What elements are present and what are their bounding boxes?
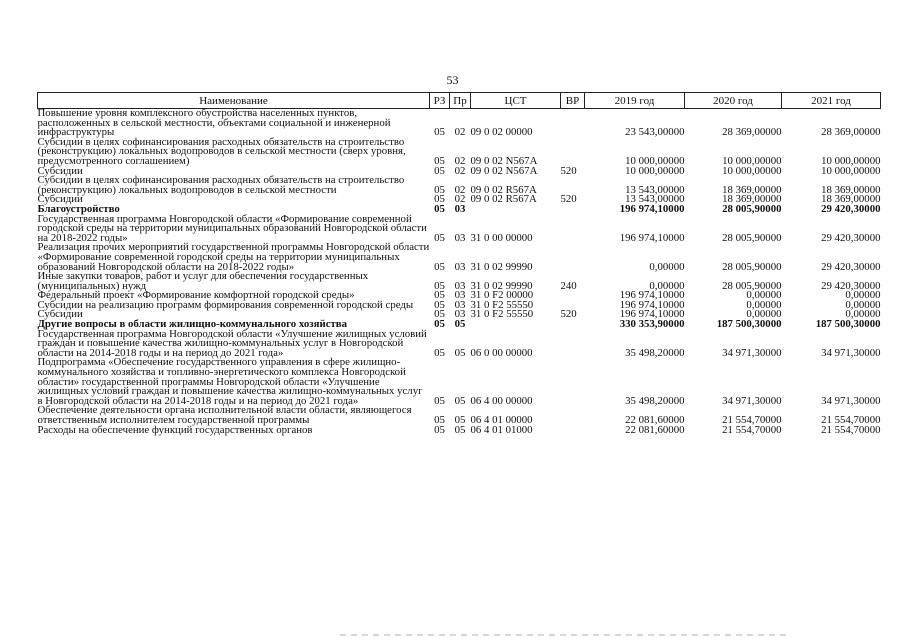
- cell-cst: 09 0 02 R567A: [470, 183, 537, 196]
- cell-2019: 23 543,00000: [625, 126, 685, 139]
- cell-2020: 10 000,00000: [722, 164, 782, 177]
- cell-2021: 0,00000: [845, 289, 881, 302]
- cell-name: Подпрограмма «Обеспечение государственного управления в сфере жилищно-коммунального хозяйства и топливно-энергетического комплекса Новгородской области» государственной программы Новгородской области «Улучшение жилищных условий граждан и повышение качества жилищно-коммунальных услуг в Новгородской области на 2014-2018 годы и на период до 2021 года»: [37, 356, 423, 407]
- cell-cst: 31 0 F2 00000: [470, 289, 534, 302]
- cell-cst: 31 0 F2 55550: [470, 298, 534, 311]
- cell-vr: [561, 138, 585, 167]
- cell-pr: 05: [454, 394, 466, 407]
- cell-vr: [561, 406, 585, 425]
- table-row: [38, 330, 881, 359]
- cell-rz: 05: [434, 164, 445, 177]
- budget-table: [37, 92, 881, 435]
- cell-vr: [561, 215, 585, 244]
- page-number: 53: [446, 73, 459, 87]
- cell-2019: 22 081,60000: [625, 423, 685, 436]
- scan-artifact: [340, 634, 790, 636]
- table-row: [38, 406, 881, 425]
- cell-2020: 0,00000: [746, 308, 782, 321]
- cell-rz: 05: [434, 318, 445, 331]
- table-row: [38, 215, 881, 244]
- cell-pr: 02: [454, 183, 466, 196]
- cell-rz: 05: [434, 231, 445, 244]
- header-name: Наименование: [38, 93, 430, 109]
- cell-2021: 29 420,30000: [821, 202, 881, 215]
- cell-cst: 06 4 00 00000: [470, 394, 533, 407]
- cell-pr: 03: [454, 279, 466, 292]
- cell-2019: 196 974,10000: [619, 231, 685, 244]
- header-pr: Пр: [450, 93, 471, 109]
- cell-cst: 31 0 F2 55550: [470, 308, 534, 321]
- table-body: [38, 109, 881, 436]
- cell-name: Государственная программа Новгородской области «Улучшение жилищных условий граждан и повышение качества жилищно-коммунальных услуг в Новгородской области на 2014-2018 годы и на период до 2021 года»: [37, 327, 427, 359]
- cell-name: Обеспечение деятельности органа исполнительной власти области, являющегося ответственным исполнителем государственной программы: [37, 404, 412, 426]
- cell-name: Другие вопросы в области жилищно-коммунального хозяйства: [37, 318, 348, 331]
- cell-pr: 02: [454, 193, 466, 206]
- cell-2020: 21 554,70000: [722, 423, 782, 436]
- cell-cst: 06 0 00 00000: [470, 346, 533, 359]
- cell-cst: [471, 320, 561, 330]
- cell-vr: [561, 426, 585, 436]
- cell-2019: 35 498,20000: [625, 346, 685, 359]
- cell-2019: 13 543,00000: [625, 183, 685, 196]
- cell-2019: 330 353,90000: [619, 318, 685, 331]
- cell-rz: 05: [434, 154, 445, 167]
- header-2019: 2019 год: [585, 93, 685, 109]
- cell-cst: 06 4 01 00000: [470, 414, 533, 426]
- cell-2019: 13 543,00000: [625, 193, 685, 206]
- cell-2019: 0,00000: [649, 260, 685, 273]
- cell-2020: 28 005,90000: [722, 279, 782, 292]
- cell-pr: 03: [454, 202, 466, 215]
- cell-2020: 18 369,00000: [722, 193, 782, 206]
- cell-name: Субсидии в целях софинансирования расходных обязательств на строительство (реконструкцию) локальных водопроводов в сельской местности: [37, 174, 405, 196]
- cell-2019: 196 974,10000: [619, 308, 685, 321]
- cell-2020: 0,00000: [746, 298, 782, 311]
- cell-pr: 02: [454, 164, 466, 177]
- cell-cst: 31 0 00 00000: [470, 231, 533, 244]
- cell-2019: 196 974,10000: [619, 202, 685, 215]
- cell-cst: 31 0 02 99990: [470, 279, 533, 292]
- cell-rz: 05: [434, 260, 445, 273]
- cell-name: Государственная программа Новгородской области «Формирование современной городской среды на территории муниципальных образований Новгородской области на 2018-2022 годы»: [37, 212, 427, 244]
- cell-2021: 34 971,30000: [821, 394, 881, 407]
- cell-2020: 28 005,90000: [722, 231, 782, 244]
- cell-vr: [561, 320, 585, 330]
- cell-2020: 34 971,30000: [722, 346, 782, 359]
- cell-name: Расходы на обеспечение функций государственных органов: [37, 423, 313, 436]
- cell-rz: 05: [434, 308, 445, 321]
- cell-rz: 05: [434, 394, 445, 407]
- cell-2019: 35 498,20000: [625, 394, 685, 407]
- cell-rz: 05: [434, 126, 445, 139]
- cell-2021: 187 500,30000: [815, 318, 881, 331]
- header-2020: 2020 год: [685, 93, 782, 109]
- cell-2020: 187 500,30000: [716, 318, 782, 331]
- cell-rz: 05: [434, 193, 445, 206]
- cell-pr: 03: [454, 298, 466, 311]
- cell-pr: 03: [454, 308, 466, 321]
- cell-name: Субсидии: [37, 164, 83, 177]
- cell-cst: 31 0 02 99990: [470, 260, 533, 273]
- header-2021: 2021 год: [782, 93, 881, 109]
- cell-2020: 18 369,00000: [722, 183, 782, 196]
- table-row: [38, 243, 881, 272]
- cell-name: Субсидии в целях софинансирования расходных обязательств на строительство (реконструкцию) локальных водопроводов в сельской местности (сверх уровня, предусмотренного соглашением): [37, 135, 406, 167]
- cell-name: Реализация прочих мероприятий государственной программы Новгородской области «Формирование современной городской среды на территории муниципальных образований Новгородской области на 2018-2022 годы»: [37, 241, 430, 273]
- cell-pr: 05: [454, 423, 466, 436]
- cell-cst: 09 0 02 N567A: [470, 154, 538, 167]
- cell-2020: 34 971,30000: [722, 394, 782, 407]
- cell-2021: 29 420,30000: [821, 231, 881, 244]
- cell-2020: 28 369,00000: [722, 126, 782, 139]
- cell-2019: 10 000,00000: [625, 164, 685, 177]
- cell-2020: 0,00000: [746, 289, 782, 302]
- cell-2019: 0,00000: [649, 279, 685, 292]
- cell-rz: 05: [434, 414, 445, 426]
- cell-2020: 21 554,70000: [722, 414, 782, 426]
- cell-cst: 09 0 02 R567A: [470, 193, 537, 206]
- cell-2019: 22 081,60000: [625, 414, 685, 426]
- cell-vr: 520: [560, 193, 577, 206]
- cell-2021: 28 369,00000: [821, 126, 881, 139]
- cell-cst: [471, 205, 561, 215]
- cell-name: Федеральный проект «Формирование комфортной городской среды»: [37, 289, 355, 302]
- cell-2021: 0,00000: [845, 308, 881, 321]
- cell-2020: 10 000,00000: [722, 154, 782, 167]
- cell-pr: 05: [454, 346, 466, 359]
- cell-2019: 196 974,10000: [619, 289, 685, 302]
- cell-name: Субсидии: [37, 308, 83, 321]
- cell-2019: 10 000,00000: [625, 154, 685, 167]
- cell-2021: 18 369,00000: [821, 193, 881, 206]
- cell-rz: 05: [434, 298, 445, 311]
- cell-2021: 34 971,30000: [821, 346, 881, 359]
- cell-pr: 02: [454, 126, 466, 139]
- cell-2021: 29 420,30000: [821, 260, 881, 273]
- cell-rz: 05: [434, 279, 445, 292]
- table-row: [38, 358, 881, 406]
- cell-cst: 09 0 02 N567A: [470, 164, 538, 177]
- table-row: [38, 426, 881, 436]
- header-vr: ВР: [561, 93, 585, 109]
- cell-name: Благоустройство: [37, 202, 120, 215]
- table-row: [38, 109, 881, 138]
- cell-pr: 03: [454, 260, 466, 273]
- cell-name: Субсидии: [37, 193, 83, 206]
- cell-vr: 520: [560, 164, 577, 177]
- cell-name: Иные закупки товаров, работ и услуг для обеспечения государственных (муниципальных) нужд: [37, 270, 369, 292]
- cell-vr: [561, 243, 585, 272]
- cell-rz: 05: [434, 183, 445, 196]
- cell-rz: 05: [434, 346, 445, 359]
- cell-pr: 03: [454, 289, 466, 302]
- cell-2020: 28 005,90000: [722, 260, 782, 273]
- cell-cst: 06 4 01 01000: [470, 423, 533, 436]
- cell-rz: 05: [434, 289, 445, 302]
- cell-name: Повышение уровня комплексного обустройства населенных пунктов, расположенных в сельской местности, объектами социальной и инженерной инфраструктуры: [37, 107, 391, 139]
- cell-vr: [561, 330, 585, 359]
- cell-vr: [561, 358, 585, 406]
- cell-cst: 09 0 02 00000: [470, 126, 533, 139]
- cell-pr: 02: [454, 154, 466, 167]
- cell-vr: [561, 291, 585, 301]
- cell-2020: 28 005,90000: [722, 202, 782, 215]
- header-rz: РЗ: [430, 93, 450, 109]
- cell-2021: 29 420,30000: [821, 279, 881, 292]
- cell-2021: 10 000,00000: [821, 154, 881, 167]
- cell-2021: 10 000,00000: [821, 164, 881, 177]
- table-row: [38, 138, 881, 167]
- header-cst: ЦСТ: [471, 93, 561, 109]
- cell-2021: 0,00000: [845, 298, 881, 311]
- cell-2019: 196 974,10000: [619, 298, 685, 311]
- cell-vr: 520: [560, 308, 577, 321]
- cell-vr: [561, 109, 585, 138]
- cell-2021: 21 554,70000: [821, 423, 881, 436]
- cell-2021: 18 369,00000: [821, 183, 881, 196]
- cell-vr: 240: [560, 279, 577, 292]
- cell-pr: 05: [454, 318, 466, 331]
- cell-pr: 03: [454, 231, 466, 244]
- cell-name: Субсидии на реализацию программ формирования современной городской среды: [37, 298, 414, 311]
- cell-pr: 05: [454, 414, 466, 426]
- cell-vr: [561, 205, 585, 215]
- cell-2021: 21 554,70000: [821, 414, 881, 426]
- cell-rz: 05: [434, 202, 445, 215]
- cell-rz: 05: [434, 423, 445, 436]
